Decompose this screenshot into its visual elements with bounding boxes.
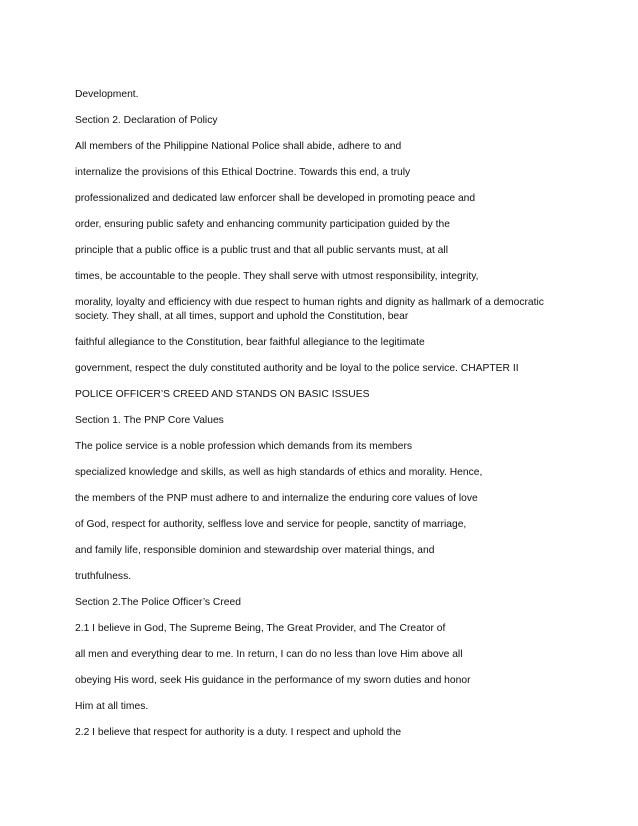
section-heading: Section 2. Declaration of Policy — [75, 115, 218, 126]
text-line: society. They shall, at all times, support and uphold the Constitution, bear — [75, 311, 409, 322]
chapter-heading: POLICE OFFICER’S CREED AND STANDS ON BASIC ISSUES — [75, 389, 370, 400]
text-line: Him at all times. — [75, 701, 149, 712]
text-line: morality, loyalty and efficiency with due respect to human rights and dignity as hallmark of a democratic — [75, 297, 544, 308]
text-line: the members of the PNP must adhere to and internalize the enduring core values of love — [75, 493, 478, 504]
text-line: 2.2 I believe that respect for authority is a duty. I respect and uphold the — [75, 727, 402, 738]
text-line: order, ensuring public safety and enhancing community participation guided by the — [75, 219, 450, 230]
text-line: All members of the Philippine National Police shall abide, adhere to and — [75, 141, 402, 152]
text-line: internalize the provisions of this Ethical Doctrine. Towards this end, a truly — [75, 167, 411, 178]
text-line: faithful allegiance to the Constitution, bear faithful allegiance to the legitimate — [75, 337, 425, 348]
text-line: and family life, responsible dominion and stewardship over material things, and — [75, 545, 435, 556]
text-line: specialized knowledge and skills, as well as high standards of ethics and morality. Hence, — [75, 467, 483, 478]
text-line: all men and everything dear to me. In return, I can do no less than love Him above all — [75, 649, 463, 660]
text-line: truthfulness. — [75, 571, 132, 582]
text-line: The police service is a noble profession which demands from its members — [75, 441, 413, 452]
text-line: professionalized and dedicated law enforcer shall be developed in promoting peace and — [75, 193, 476, 204]
text-line: obeying His word, seek His guidance in the performance of my sworn duties and honor — [75, 675, 471, 686]
text-line: Development. — [75, 89, 139, 100]
text-line: government, respect the duly constituted authority and be loyal to the police service. CHAPTER II — [75, 363, 519, 374]
section-heading: Section 1. The PNP Core Values — [75, 415, 224, 426]
section-heading: Section 2.The Police Officer’s Creed — [75, 597, 241, 608]
document-body — [75, 88, 575, 752]
text-line: of God, respect for authority, selfless love and service for people, sanctity of marriage, — [75, 519, 467, 530]
text-line: times, be accountable to the people. They shall serve with utmost responsibility, integrity, — [75, 271, 479, 282]
text-line: principle that a public office is a public trust and that all public servants must, at all — [75, 245, 448, 256]
text-line: 2.1 I believe in God, The Supreme Being, The Great Provider, and The Creator of — [75, 623, 446, 634]
